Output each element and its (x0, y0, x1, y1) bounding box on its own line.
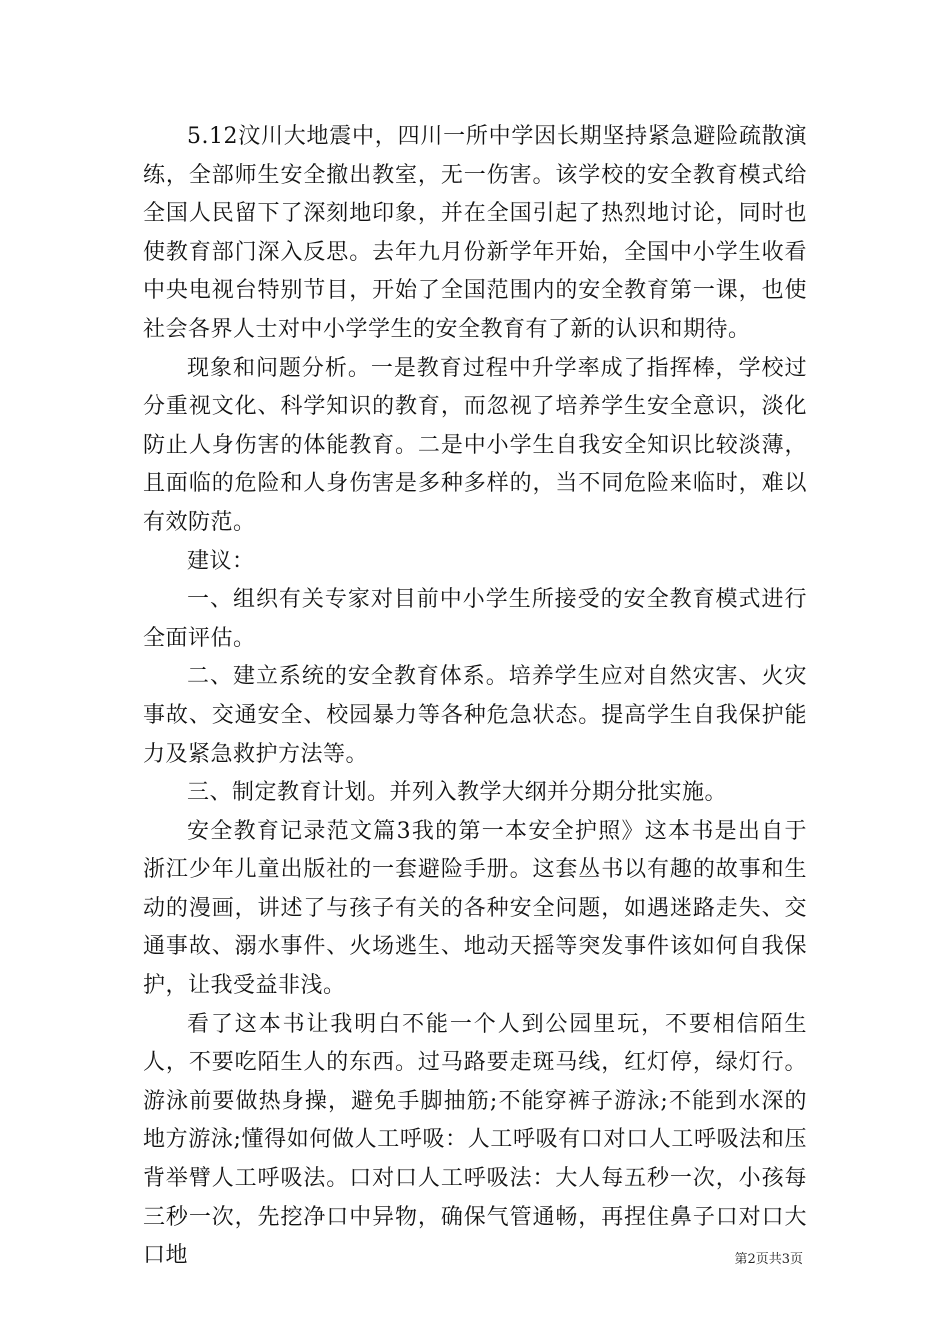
page-number: 第2页共3页 (734, 1252, 803, 1267)
paragraph-lessons-learned: 看了这本书让我明白不能一个人到公园里玩，不要相信陌生人，不要吃陌生人的东西。过马路要走斑马线，红灯停，绿灯行。游泳前要做热身操，避免手脚抽筋;不能穿裤子游泳;不能到水深的地方游泳;懂得如何做人工呼吸：人工呼吸有口对口人工呼吸法和压背举臂人工呼吸法。口对口人工呼吸法：大人每五秒一次，小孩每三秒一次，先挖净口中异物，确保气管通畅，再捏住鼻子口对口大口地 (143, 1011, 807, 1269)
paragraph-earthquake-drill: 5.12汶川大地震中，四川一所中学因长期坚持紧急避险疏散演练，全部师生安全撤出教室，无一伤害。该学校的安全教育模式给全国人民留下了深刻地印象，并在全国引起了热烈地讨论，同时也使教育部门深入反思。去年九月份新学年开始，全国中小学生收看中央电视台特别节目，开始了全国范围内的安全教育第一课，也使社会各界人士对中小学学生的安全教育有了新的认识和期待。 (143, 124, 807, 342)
paragraph-suggestions-heading: 建议： (187, 548, 255, 574)
paragraph-suggestion-1: 一、组织有关专家对目前中小学生所接受的安全教育模式进行全面评估。 (143, 587, 807, 651)
paragraph-safety-passport-book: 安全教育记录范文篇3我的第一本安全护照》这本书是出自于浙江少年儿童出版社的一套避险手册。这套丛书以有趣的故事和生动的漫画，讲述了与孩子有关的各种安全问题，如遇迷路走失、交通事故、溺水事件、火场逃生、地动天摇等突发事件该如何自我保护，让我受益非浅。 (143, 818, 807, 999)
paragraph-problem-analysis: 现象和问题分析。一是教育过程中升学率成了指挥棒，学校过分重视文化、科学知识的教育，而忽视了培养学生安全意识，淡化防止人身伤害的体能教育。二是中小学生自我安全知识比较淡薄，且面临的危险和人身伤害是多种多样的，当不同危险来临时，难以有效防范。 (143, 355, 807, 535)
paragraph-suggestion-3: 三、制定教育计划。并列入教学大纲并分期分批实施。 (187, 780, 728, 806)
document-body (143, 118, 807, 1276)
paragraph-suggestion-2: 二、建立系统的安全教育体系。培养学生应对自然灾害、火灾事故、交通安全、校园暴力等各种危急状态。提高学生自我保护能力及紧急救护方法等。 (143, 664, 807, 767)
